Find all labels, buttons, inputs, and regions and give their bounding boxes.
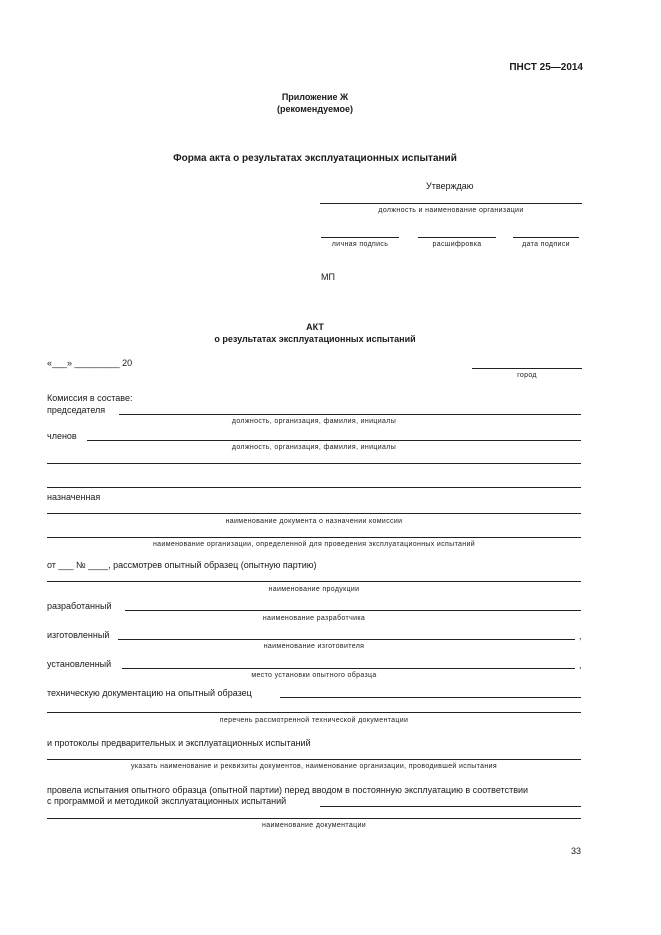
members-caption: должность, организация, фамилия, инициалы [231, 444, 397, 451]
developer-caption: наименование разработчика [262, 615, 366, 622]
signature-line [321, 237, 399, 238]
testing-org-line [47, 537, 581, 538]
docs-line [47, 818, 581, 819]
signature-caption: личная подпись [331, 241, 389, 248]
manufacturer-line [118, 639, 575, 640]
standard-number: ПНСТ 25—2014 [509, 62, 583, 73]
techdoc-line [280, 697, 581, 698]
approval-org-line [320, 203, 582, 204]
form-title: Форма акта о результатах эксплуатационных испытаний [173, 153, 457, 164]
method-line [320, 806, 581, 807]
city-caption: город [517, 372, 537, 379]
commission-label: Комиссия в составе: [47, 393, 133, 403]
members-line-2 [47, 463, 581, 464]
docs-caption: наименование документации [262, 822, 366, 829]
protocols-caption: указать наименование и реквизиты документов, наименование организации, проводившей испытания [131, 763, 497, 770]
techdoc-caption: перечень рассмотренной технической документации [219, 717, 409, 724]
techdoc-label: техническую документацию на опытный образец [47, 688, 252, 698]
page-number: 33 [570, 846, 581, 856]
act-date: «___» _________ 20 [47, 358, 133, 368]
approval-org-caption: должность и наименование организации [378, 207, 524, 214]
protocols-line [47, 759, 581, 760]
city-line [472, 368, 582, 369]
protocols-label: и протоколы предварительных и эксплуатационных испытаний [47, 738, 311, 748]
chair-line [119, 414, 581, 415]
decode-line [418, 237, 496, 238]
location-comma: , [579, 660, 582, 670]
act-subtitle: о результатах эксплуатационных испытаний [214, 334, 416, 344]
decode-caption: расшифровка [432, 241, 482, 248]
product-caption: наименование продукции [268, 586, 360, 593]
installed-label: установленный [47, 659, 112, 669]
conducted-line-1: провела испытания опытного образца (опытной партии) перед вводом в постоянную эксплуатацию в соответствии [47, 785, 529, 795]
act-title: АКТ [306, 322, 324, 332]
date-caption: дата подписи [522, 241, 570, 248]
appointment-doc-caption: наименование документа о назначении комиссии [225, 518, 403, 525]
appointed-label: назначенная [47, 492, 101, 502]
appendix-subtitle: (рекомендуемое) [277, 104, 353, 114]
date-line [513, 237, 579, 238]
manufacturer-caption: наименование изготовителя [263, 643, 365, 650]
members-label: членов [47, 431, 77, 441]
seal-label: МП [321, 272, 335, 282]
techdoc-line-2 [47, 712, 581, 713]
testing-org-caption: наименование организации, определенной для проведения эксплуатационных испытаний [152, 541, 476, 548]
developer-line [125, 610, 581, 611]
product-line [47, 581, 581, 582]
members-line [87, 440, 581, 441]
members-line-3 [47, 487, 581, 488]
manufacturer-comma: , [579, 631, 582, 641]
chair-label: председателя [47, 405, 106, 415]
manufactured-label: изготовленный [47, 630, 110, 640]
appendix-title: Приложение Ж [281, 92, 349, 102]
developed-label: разработанный [47, 601, 112, 611]
location-line [122, 668, 575, 669]
appointment-doc-line [47, 513, 581, 514]
from-line: от ___ № ____, рассмотрев опытный образец (опытную партию) [47, 560, 317, 570]
approve-label: Утверждаю [426, 181, 474, 191]
chair-caption: должность, организация, фамилия, инициалы [231, 418, 397, 425]
conducted-line-2: с программой и методикой эксплуатационных испытаний [47, 796, 287, 806]
location-caption: место установки опытного образца [251, 672, 377, 679]
